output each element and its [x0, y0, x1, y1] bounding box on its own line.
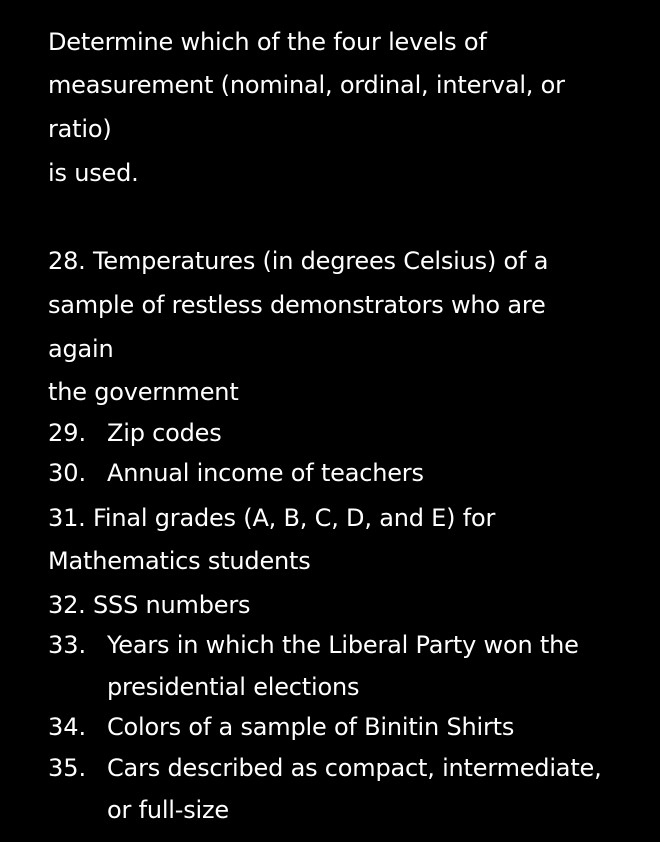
question-32: 32. SSS numbers	[48, 591, 251, 619]
question-34	[48, 713, 658, 743]
question-number: 29.	[48, 419, 87, 447]
question-text-continued: presidential elections	[107, 673, 360, 701]
intro-line-1: Determine which of the four levels of	[48, 28, 487, 56]
intro-line-4: is used.	[48, 159, 139, 187]
question-35	[48, 754, 658, 826]
question-28-line-2: sample of restless demonstrators who are	[48, 291, 546, 319]
question-28-line-1: 28. Temperatures (in degrees Celsius) of a	[48, 247, 549, 275]
intro-line-3: ratio)	[48, 115, 112, 143]
question-number: 33.	[48, 631, 87, 659]
question-28-line-3: again	[48, 335, 114, 363]
question-text: Zip codes	[107, 419, 222, 447]
question-text: Annual income of teachers	[107, 459, 424, 487]
question-text: Colors of a sample of Binitin Shirts	[107, 713, 515, 741]
question-33	[48, 631, 658, 703]
question-number: 34.	[48, 713, 87, 741]
question-text: Cars described as compact, intermediate,	[107, 754, 602, 782]
question-31-line-2: Mathematics students	[48, 547, 311, 575]
question-29	[48, 419, 658, 449]
question-text-continued: or full-size	[107, 796, 229, 824]
question-text: Years in which the Liberal Party won the	[107, 631, 579, 659]
question-31-line-1: 31. Final grades (A, B, C, D, and E) for	[48, 504, 496, 532]
question-number: 30.	[48, 459, 87, 487]
question-28-line-4: the government	[48, 378, 239, 406]
intro-line-2: measurement (nominal, ordinal, interval, or	[48, 71, 565, 99]
question-30	[48, 459, 658, 489]
question-number: 35.	[48, 754, 87, 782]
